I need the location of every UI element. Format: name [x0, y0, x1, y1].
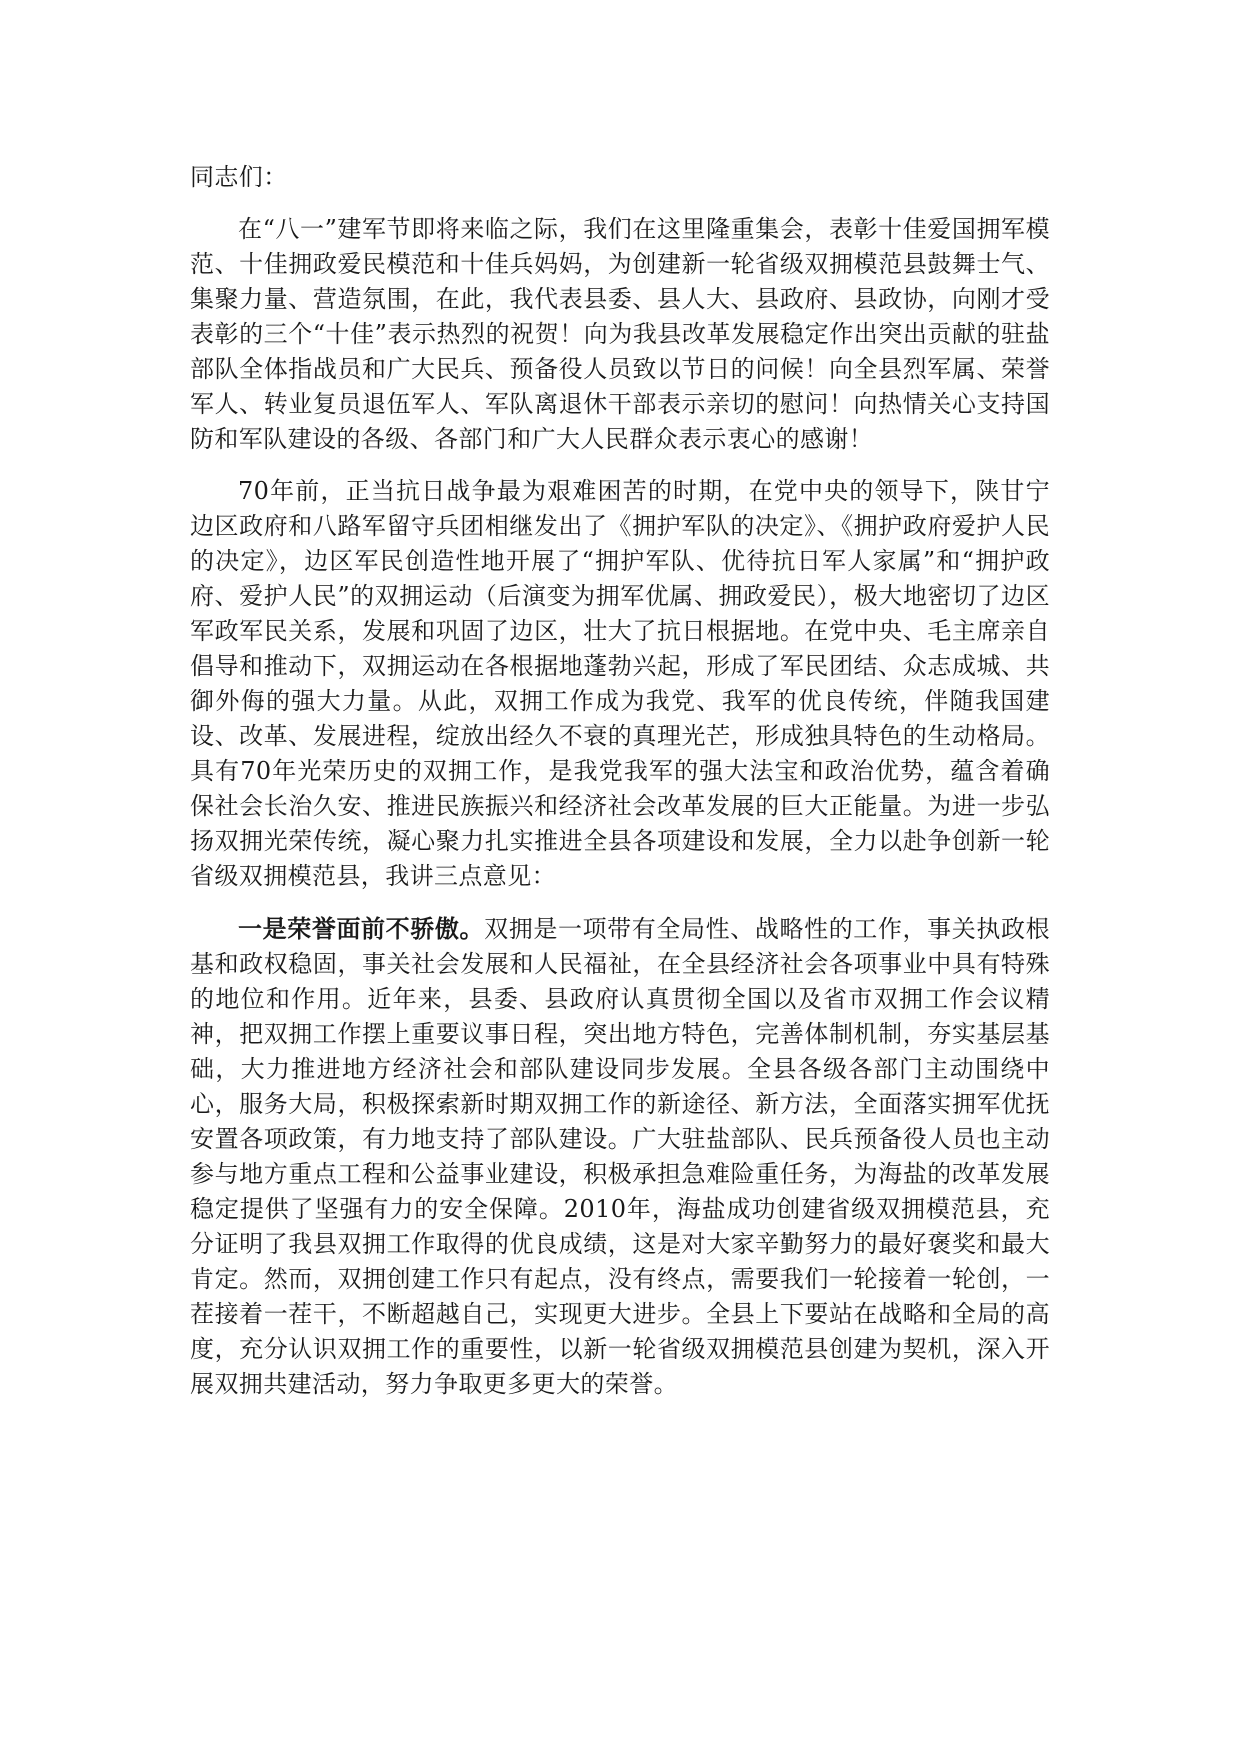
paragraph-1-text: 在“八一”建军节即将来临之际，我们在这里隆重集会，表彰十佳爱国拥军模范、十佳拥政爱民模范和十佳兵妈妈，为创建新一轮省级双拥模范县鼓舞士气、集聚力量、营造氛围，在此，我代表县委、县人大、县政府、县政协，向刚才受表彰的三个“十佳”表示热烈的祝贺！向为我县改革发展稳定作出突出贡献的驻盐部队全体指战员和广大民兵、预备役人员致以节日的问候！向全县烈军属、荣誉军人、转业复员退伍军人、军队离退休干部表示亲切的慰问！向热情关心支持国防和军队建设的各级、各部门和广大人民群众表示衷心的感谢！	[190, 215, 1050, 453]
paragraph-1	[190, 212, 1050, 457]
document-body	[190, 160, 1050, 1419]
salutation: 同志们：	[190, 163, 288, 191]
paragraph-3	[190, 911, 1050, 1402]
paragraph-2-text: 70年前，正当抗日战争最为艰难困苦的时期，在党中央的领导下，陕甘宁边区政府和八路军留守兵团相继发出了《拥护军队的决定》、《拥护政府爱护人民的决定》，边区军民创造性地开展了“拥护军队、优待抗日军人家属”和“拥护政府、爱护人民”的双拥运动（后演变为拥军优属、拥政爱民），极大地密切了边区军政军民关系，发展和巩固了边区，壮大了抗日根据地。在党中央、毛主席亲自倡导和推动下，双拥运动在各根据地蓬勃兴起，形成了军民团结、众志成城、共御外侮的强大力量。从此，双拥工作成为我党、我军的优良传统，伴随我国建设、改革、发展进程，绽放出经久不衰的真理光芒，形成独具特色的生动格局。具有70年光荣历史的双拥工作，是我党我军的强大法宝和政治优势，蕴含着确保社会长治久安、推进民族振兴和经济社会改革发展的巨大正能量。为进一步弘扬双拥光荣传统，凝心聚力扎实推进全县各项建设和发展，全力以赴争创新一轮省级双拥模范县，我讲三点意见：	[190, 477, 1050, 890]
paragraph-2	[190, 474, 1050, 894]
paragraph-3-lead: 一是荣誉面前不骄傲。	[238, 914, 485, 943]
paragraph-3-text: 双拥是一项带有全局性、战略性的工作，事关执政根基和政权稳固，事关社会发展和人民福祉，在全县经济社会各项事业中具有特殊的地位和作用。近年来，县委、县政府认真贯彻全国以及省市双拥工作会议精神，把双拥工作摆上重要议事日程，突出地方特色，完善体制机制，夯实基层基础，大力推进地方经济社会和部队建设同步发展。全县各级各部门主动围绕中心，服务大局，积极探索新时期双拥工作的新途径、新方法，全面落实拥军优抚安置各项政策，有力地支持了部队建设。广大驻盐部队、民兵预备役人员也主动参与地方重点工程和公益事业建设，积极承担急难险重任务，为海盐的改革发展稳定提供了坚强有力的安全保障。2010年，海盐成功创建省级双拥模范县，充分证明了我县双拥工作取得的优良成绩，这是对大家辛勤努力的最好褒奖和最大肯定。然而，双拥创建工作只有起点，没有终点，需要我们一轮接着一轮创，一茬接着一茬干，不断超越自己，实现更大进步。全县上下要站在战略和全局的高度，充分认识双拥工作的重要性，以新一轮省级双拥模范县创建为契机，深入开展双拥共建活动，努力争取更多更大的荣誉。	[190, 915, 1050, 1398]
